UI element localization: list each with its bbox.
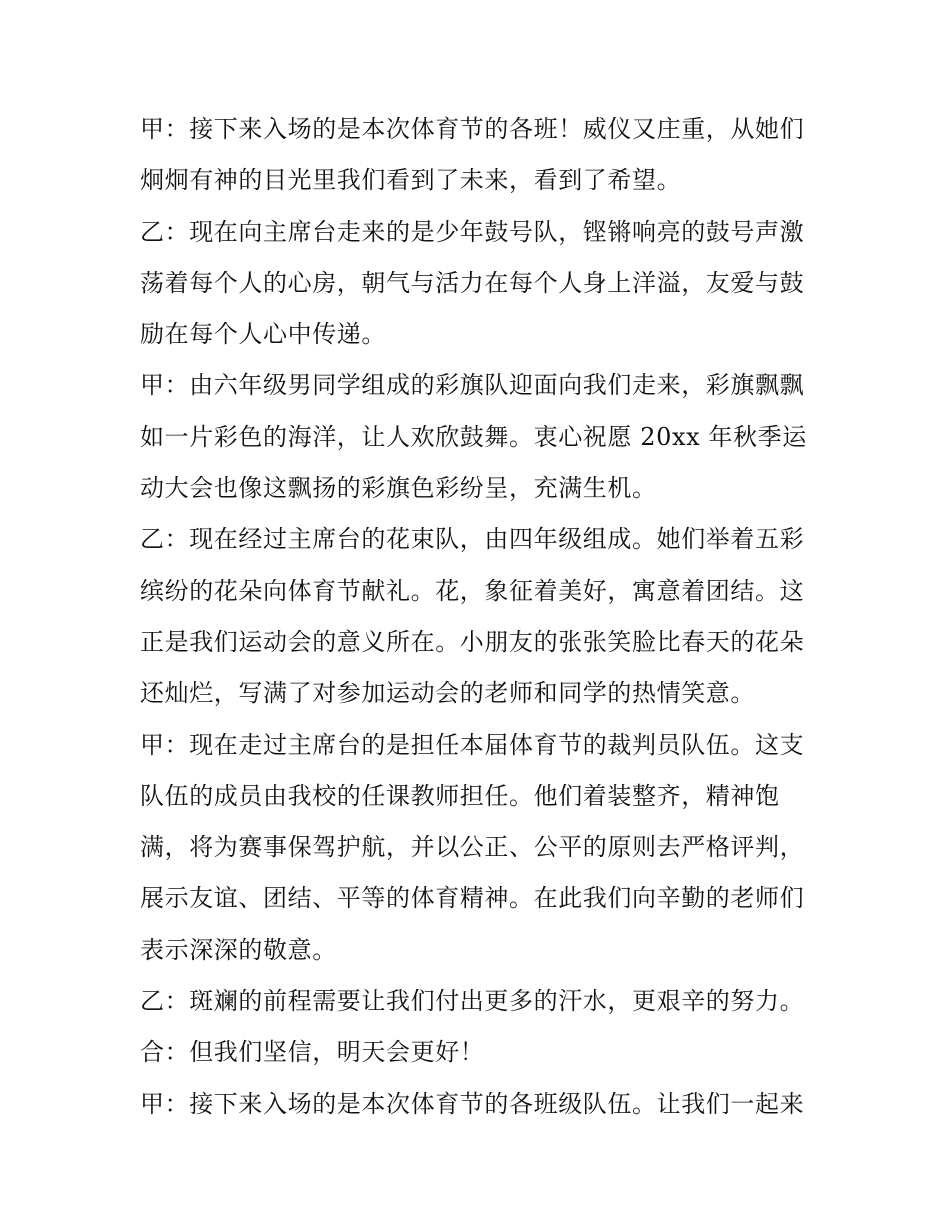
text-line: 乙：现在经过主席台的花束队，由四年级组成。她们举着五彩 bbox=[140, 525, 805, 554]
text-line: 乙：斑斓的前程需要让我们付出更多的汗水，更艰辛的努力。 bbox=[140, 987, 805, 1016]
text-line: 甲：接下来入场的是本次体育节的各班级队伍。让我们一起来 bbox=[140, 1089, 805, 1118]
text-line: 动大会也像这飘扬的彩旗色彩纷呈，充满生机。 bbox=[140, 474, 657, 503]
text-line: 还灿烂，写满了对参加运动会的老师和同学的热情笑意。 bbox=[140, 679, 755, 708]
text-line: 甲：现在走过主席台的是担任本届体育节的裁判员队伍。这支 bbox=[140, 730, 805, 759]
document-body bbox=[140, 104, 820, 1130]
text-line: 队伍的成员由我校的任课教师担任。他们着装整齐，精神饱 bbox=[140, 781, 780, 810]
text-line: 表示深深的敬意。 bbox=[140, 935, 337, 964]
text-line: 缤纷的花朵向体育节献礼。花，象征着美好，寓意着团结。这 bbox=[140, 576, 805, 605]
text-line: 甲：接下来入场的是本次体育节的各班！威仪又庄重，从她们 bbox=[140, 115, 805, 143]
text-line: 正是我们运动会的意义所在。小朋友的张张笑脸比春天的花朵 bbox=[140, 627, 805, 656]
text-line: 满，将为赛事保驾护航，并以公正、公平的原则去严格评判， bbox=[140, 833, 805, 862]
text-line: 励在每个人心中传递。 bbox=[140, 320, 386, 349]
text-line: 乙：现在向主席台走来的是少年鼓号队，铿锵响亮的鼓号声激 bbox=[140, 217, 805, 246]
text-line: 荡着每个人的心房，朝气与活力在每个人身上洋溢，友爱与鼓 bbox=[140, 268, 805, 297]
text-line: 炯炯有神的目光里我们看到了未来，看到了希望。 bbox=[140, 166, 682, 195]
text-line: 甲：由六年级男同学组成的彩旗队迎面向我们走来，彩旗飘飘 bbox=[140, 371, 805, 400]
text-line: 展示友谊、团结、平等的体育精神。在此我们向辛勤的老师们 bbox=[140, 884, 805, 913]
text-line: 合：但我们坚信，明天会更好！ bbox=[140, 1038, 485, 1067]
text-line: 如一片彩色的海洋，让人欢欣鼓舞。衷心祝愿 20xx 年秋季运 bbox=[140, 422, 807, 451]
